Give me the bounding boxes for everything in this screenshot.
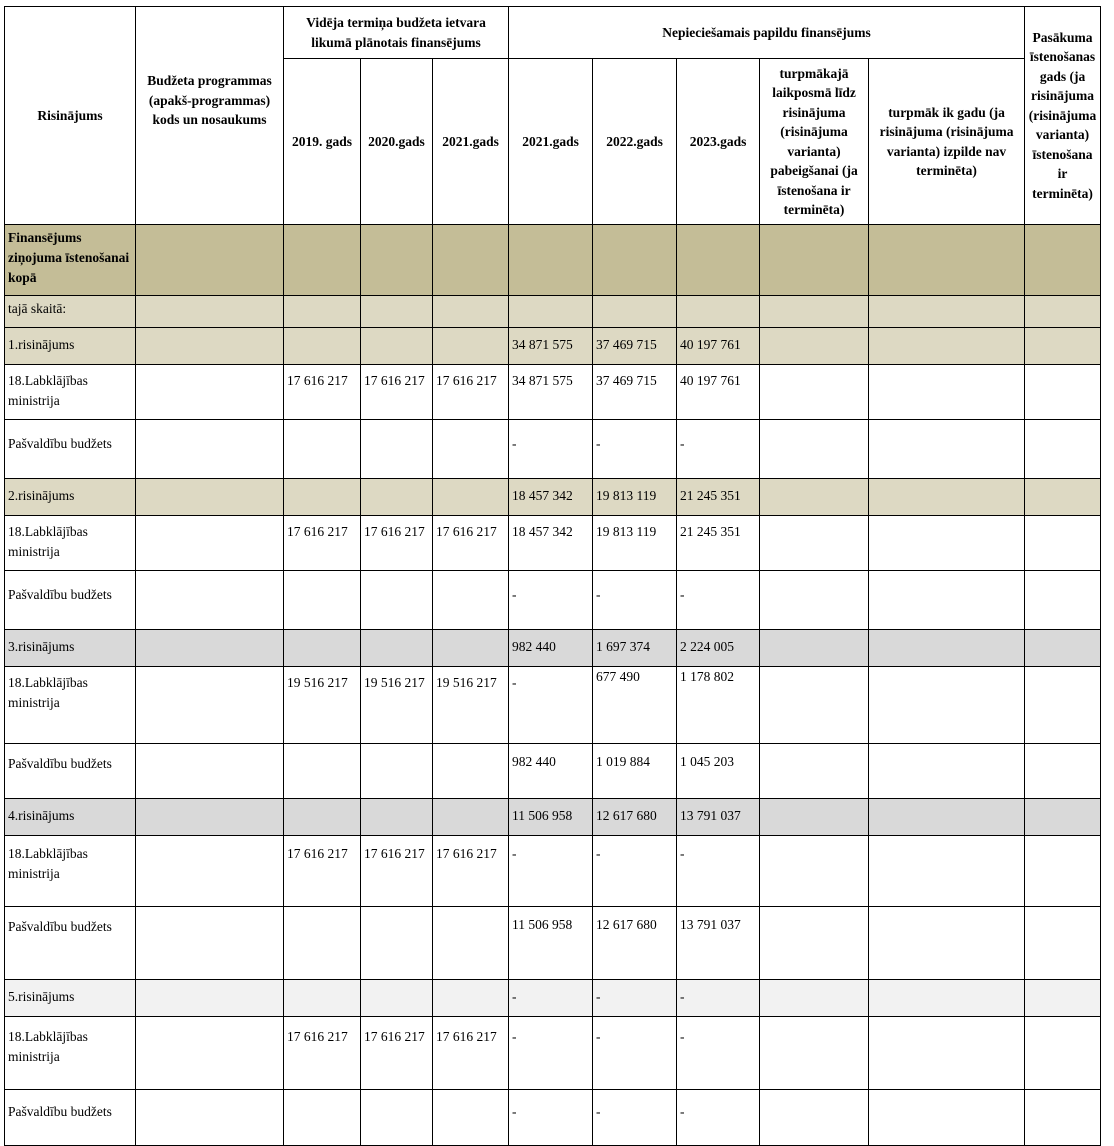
solution-label: 5.risinājums (5, 980, 136, 1017)
solution-row (5, 799, 1101, 836)
solution-total-2022: 12 617 680 (593, 799, 677, 836)
financing-table (4, 6, 1101, 1146)
municipal-2021: - (509, 1090, 593, 1146)
municipal-2022: 12 617 680 (593, 907, 677, 980)
ministry-label: 18.Labklājības ministrija (5, 365, 136, 420)
ministry-row (5, 516, 1101, 571)
municipal-2022: - (593, 1090, 677, 1146)
header-2021-base: 2021.gads (433, 59, 509, 225)
solution-total-2022: 1 697 374 (593, 630, 677, 667)
municipal-2022: 1 019 884 (593, 744, 677, 799)
ministry-label: 18.Labklājības ministrija (5, 667, 136, 744)
municipal-2021: 11 506 958 (509, 907, 593, 980)
vtbi-2021: 17 616 217 (433, 516, 509, 571)
solution-row (5, 630, 1101, 667)
municipal-label: Pašvaldību budžets (5, 571, 136, 630)
total-row (5, 225, 1101, 296)
solution-total-2023: 2 224 005 (677, 630, 760, 667)
header-mid-term-budget: Vidēja termiņa budžeta ietvara likumā plānotais finansējums (284, 7, 509, 59)
vtbi-2020: 17 616 217 (361, 836, 433, 907)
ministry-row (5, 1017, 1101, 1090)
extra-2023: - (677, 1017, 760, 1090)
solution-total-2023: 13 791 037 (677, 799, 760, 836)
municipal-2023: 1 045 203 (677, 744, 760, 799)
ministry-row (5, 365, 1101, 420)
municipal-row (5, 1090, 1101, 1146)
header-2021-extra: 2021.gads (509, 59, 593, 225)
vtbi-2021: 17 616 217 (433, 1017, 509, 1090)
solution-total-2023: 21 245 351 (677, 479, 760, 516)
vtbi-2020: 17 616 217 (361, 1017, 433, 1090)
header-2022: 2022.gads (593, 59, 677, 225)
ministry-label: 18.Labklājības ministrija (5, 516, 136, 571)
header-risinajums: Risinājums (5, 7, 136, 225)
vtbi-2020: 17 616 217 (361, 365, 433, 420)
vtbi-2020: 17 616 217 (361, 516, 433, 571)
extra-2021: - (509, 1017, 593, 1090)
ministry-label: 18.Labklājības ministrija (5, 1017, 136, 1090)
vtbi-2019: 17 616 217 (284, 836, 361, 907)
ministry-label: 18.Labklājības ministrija (5, 836, 136, 907)
solution-total-2021: 34 871 575 (509, 328, 593, 365)
municipal-row (5, 420, 1101, 479)
extra-2021: - (509, 667, 593, 744)
municipal-2023: - (677, 420, 760, 479)
ministry-row (5, 836, 1101, 907)
header-2023: 2023.gads (677, 59, 760, 225)
solution-label: 1.risinājums (5, 328, 136, 365)
vtbi-2021: 17 616 217 (433, 836, 509, 907)
extra-2021: 34 871 575 (509, 365, 593, 420)
header-2019: 2019. gads (284, 59, 361, 225)
solution-total-2022: 19 813 119 (593, 479, 677, 516)
municipal-2023: - (677, 1090, 760, 1146)
solution-total-2022: - (593, 980, 677, 1017)
solution-label: 3.risinājums (5, 630, 136, 667)
total-label: Finansējums ziņojuma īstenošanai kopā (5, 225, 136, 296)
header-additional-funding: Nepieciešamais papildu finansējums (509, 7, 1025, 59)
solution-row (5, 328, 1101, 365)
municipal-2021: - (509, 571, 593, 630)
extra-2022: 19 813 119 (593, 516, 677, 571)
municipal-label: Pašvaldību budžets (5, 907, 136, 980)
header-2020: 2020.gads (361, 59, 433, 225)
ministry-row (5, 667, 1101, 744)
extra-2023: 1 178 802 (677, 667, 760, 744)
municipal-2022: - (593, 420, 677, 479)
municipal-2023: - (677, 571, 760, 630)
header-further-period: turpmākajā laikposmā līdz risinājuma (risinājuma varianta) pabeigšanai (ja īstenošana ir terminēta) (760, 59, 869, 225)
municipal-2021: - (509, 420, 593, 479)
extra-2022: - (593, 836, 677, 907)
header-budget-program: Budžeta programmas (apakš-programmas) kods un nosaukums (136, 7, 284, 225)
including-label: tajā skaitā: (5, 296, 136, 328)
municipal-label: Pašvaldību budžets (5, 744, 136, 799)
solution-label: 4.risinājums (5, 799, 136, 836)
vtbi-2019: 19 516 217 (284, 667, 361, 744)
municipal-2023: 13 791 037 (677, 907, 760, 980)
municipal-row (5, 907, 1101, 980)
municipal-row (5, 571, 1101, 630)
municipal-2021: 982 440 (509, 744, 593, 799)
extra-2023: - (677, 836, 760, 907)
including-row (5, 296, 1101, 328)
municipal-label: Pašvaldību budžets (5, 420, 136, 479)
header-implementation-year: Pasākuma īstenošanas gads (ja risinājuma (risinājuma varianta) īstenošana ir terminēta) (1025, 7, 1101, 225)
vtbi-2021: 19 516 217 (433, 667, 509, 744)
solution-label: 2.risinājums (5, 479, 136, 516)
solution-total-2021: 982 440 (509, 630, 593, 667)
solution-total-2021: 18 457 342 (509, 479, 593, 516)
extra-2022: - (593, 1017, 677, 1090)
vtbi-2019: 17 616 217 (284, 1017, 361, 1090)
solution-row (5, 980, 1101, 1017)
extra-2022: 37 469 715 (593, 365, 677, 420)
municipal-label: Pašvaldību budžets (5, 1090, 136, 1146)
extra-2021: 18 457 342 (509, 516, 593, 571)
vtbi-2019: 17 616 217 (284, 516, 361, 571)
extra-2023: 40 197 761 (677, 365, 760, 420)
solution-total-2021: - (509, 980, 593, 1017)
extra-2023: 21 245 351 (677, 516, 760, 571)
extra-2022: 677 490 (593, 667, 677, 744)
municipal-row (5, 744, 1101, 799)
solution-row (5, 479, 1101, 516)
municipal-2022: - (593, 571, 677, 630)
solution-total-2023: - (677, 980, 760, 1017)
solution-total-2022: 37 469 715 (593, 328, 677, 365)
vtbi-2020: 19 516 217 (361, 667, 433, 744)
vtbi-2021: 17 616 217 (433, 365, 509, 420)
header-each-year: turpmāk ik gadu (ja risinājuma (risinājuma varianta) izpilde nav terminēta) (869, 59, 1025, 225)
vtbi-2019: 17 616 217 (284, 365, 361, 420)
extra-2021: - (509, 836, 593, 907)
solution-total-2023: 40 197 761 (677, 328, 760, 365)
solution-total-2021: 11 506 958 (509, 799, 593, 836)
